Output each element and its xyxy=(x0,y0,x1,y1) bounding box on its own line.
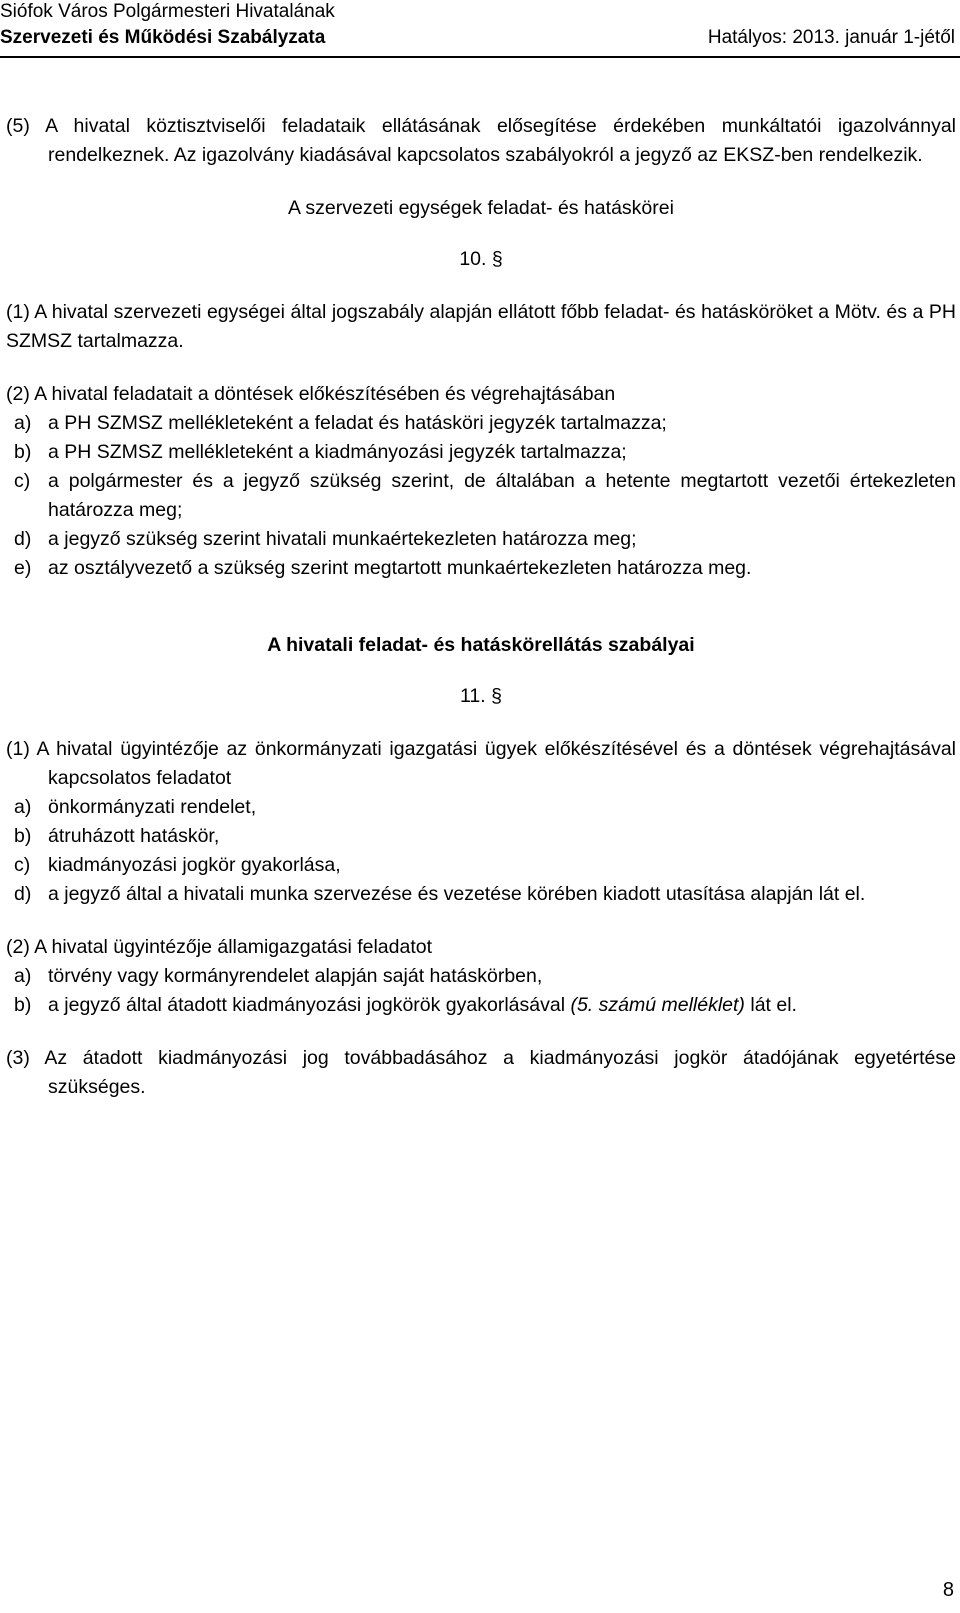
header-document-title: Szervezeti és Működési Szabályzata xyxy=(0,27,326,48)
section-11-number: 11. § xyxy=(460,685,502,707)
list-item: a) a PH SZMSZ mellékleteként a feladat és hatásköri jegyzék tartalmazza; xyxy=(14,412,667,434)
section-11-paragraph-2-intro: (2) A hivatal ügyintézője államigazgatási feladatot xyxy=(6,936,433,958)
list-item: c) a polgármester és a jegyző szükség szerint, de általában a hetente megtartott vezetői értekezleten határozza meg; xyxy=(14,470,956,521)
header-institution: Siófok Város Polgármesteri Hivatalának xyxy=(0,1,335,22)
header-divider xyxy=(0,56,960,58)
section-10-number: 10. § xyxy=(459,248,503,270)
section-10-paragraph-1: (1) A hivatal szervezeti egységei által jogszabály alapján ellátott főbb feladat- és hatásköröket a Mötv. és a PH SZMSZ tartalmazza. xyxy=(6,301,956,352)
list-item: b) a jegyző által átadott kiadmányozási jogkörök gyakorlásával (5. számú melléklet) lát el. xyxy=(14,994,797,1016)
paragraph-5: (5) A hivatal köztisztviselői feladataik ellátásának elősegítése érdekében munkáltatói igazolvánnyal rendelkeznek. Az igazolvány kiadásával kapcsolatos szabályokról a jegyző az EKSZ-ben rendelkezik. xyxy=(6,115,956,166)
list-item: e) az osztályvezető a szükség szerint megtartott munkaértekezleten határozza meg. xyxy=(14,557,752,579)
page-body xyxy=(6,112,956,1102)
section-11-paragraph-1-intro: (1) A hivatal ügyintézője az önkormányzati igazgatási ügyek előkészítésével és a döntések végrehajtásával kapcsolatos feladatot xyxy=(6,738,956,789)
header-effective-date: Hatályos: 2013. január 1-jétől xyxy=(707,27,955,48)
list-item: d) a jegyző által a hivatali munka szervezése és vezetése körében kiadott utasítása alapján lát el. xyxy=(14,883,866,905)
section-10-title: A szervezeti egységek feladat- és hatáskörei xyxy=(288,197,674,219)
section-11-paragraph-3: (3) Az átadott kiadmányozási jog továbbadásához a kiadmányozási jogkör átadójának egyetértése szükséges. xyxy=(6,1047,956,1098)
list-item: b) átruházott hatáskör, xyxy=(14,825,220,847)
section-11-title: A hivatali feladat- és hatáskörellátás szabályai xyxy=(267,634,695,656)
annex-reference: (5. számú melléklet) xyxy=(570,994,745,1016)
list-item: a) törvény vagy kormányrendelet alapján saját hatáskörben, xyxy=(14,965,543,987)
section-10-paragraph-2-intro: (2) A hivatal feladatait a döntések előkészítésében és végrehajtásában xyxy=(6,383,616,405)
page-number: 8 xyxy=(942,1579,954,1601)
list-item: d) a jegyző szükség szerint hivatali munkaértekezleten határozza meg; xyxy=(14,528,637,550)
list-item: c) kiadmányozási jogkör gyakorlása, xyxy=(14,854,341,876)
list-item: b) a PH SZMSZ mellékleteként a kiadmányozási jegyzék tartalmazza; xyxy=(14,441,627,463)
list-item: a) önkormányzati rendelet, xyxy=(14,796,257,818)
